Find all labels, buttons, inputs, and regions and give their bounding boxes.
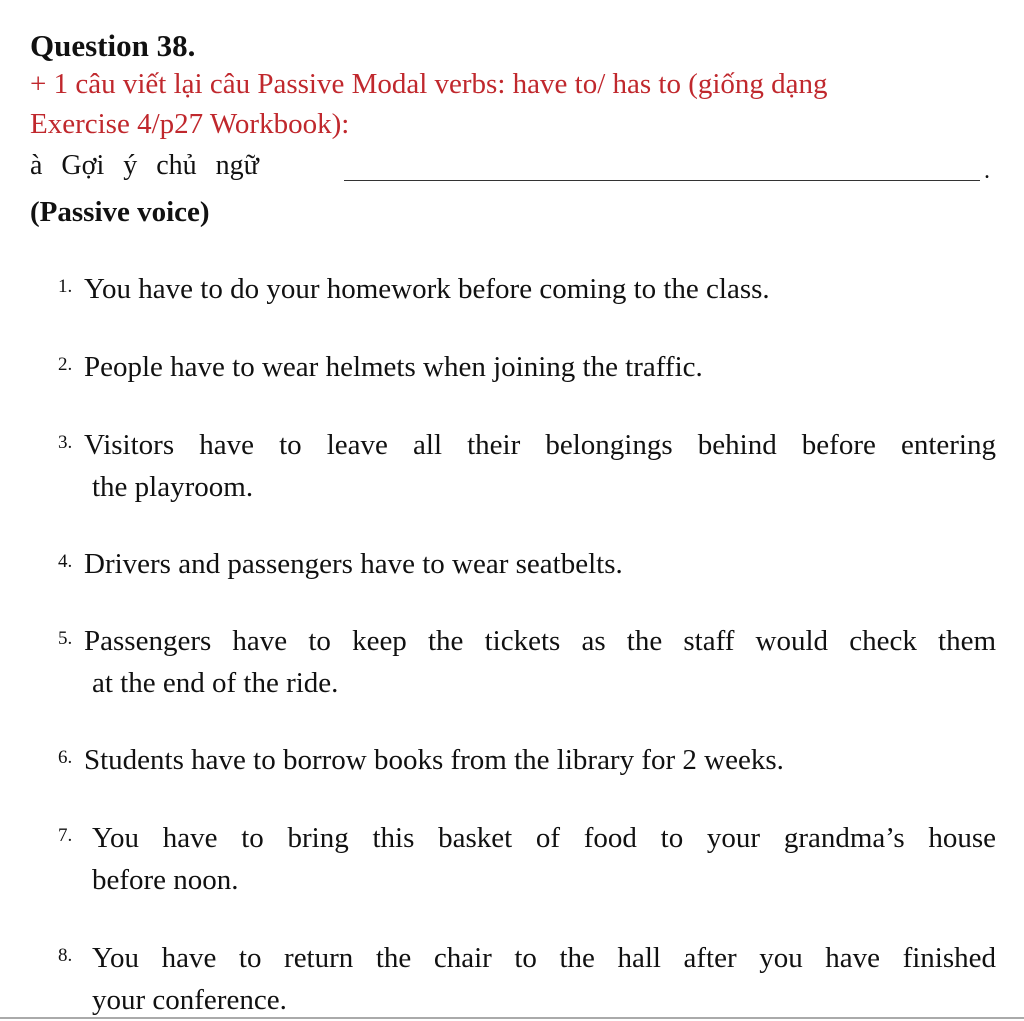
item-number: 8. <box>58 945 73 966</box>
item-text: You have to bring this basket of food to your grandma’s house <box>92 822 996 854</box>
exercise-item-6 <box>58 739 996 781</box>
item-number: 2. <box>58 354 73 375</box>
subject-hint: à Gợi ý chủ ngữ <box>30 150 259 181</box>
exercise-item-5 <box>58 620 996 704</box>
item-text: You have to do your homework before coming to the class. <box>84 273 770 305</box>
item-text: Drivers and passengers have to wear seatbelts. <box>84 548 623 580</box>
exercise-item-2 <box>58 346 996 388</box>
item-text: Passengers have to keep the tickets as the staff would check them <box>84 625 996 657</box>
item-number: 6. <box>58 747 73 768</box>
exercise-item-1 <box>58 268 996 310</box>
item-text-continued: before noon. <box>92 864 239 896</box>
item-text-continued: at the end of the ride. <box>92 667 339 699</box>
item-number: 5. <box>58 628 73 649</box>
page-bottom-rule <box>0 1017 1024 1019</box>
item-number: 1. <box>58 276 73 297</box>
passive-voice-label: (Passive voice) <box>30 196 210 228</box>
item-text-continued: the playroom. <box>92 471 254 503</box>
instruction-line-2: Exercise 4/p27 Workbook): <box>30 108 350 140</box>
item-text: Visitors have to leave all their belongings behind before entering <box>84 429 996 461</box>
answer-blank <box>344 180 980 181</box>
item-number: 4. <box>58 551 73 572</box>
question-title: Question 38. <box>30 28 196 63</box>
item-number: 3. <box>58 432 73 453</box>
exercise-item-3 <box>58 424 996 508</box>
exercise-item-7 <box>58 817 996 901</box>
item-text: People have to wear helmets when joining the traffic. <box>84 351 703 383</box>
item-text: You have to return the chair to the hall after you have finished <box>92 942 996 974</box>
exercise-item-8 <box>58 937 996 1021</box>
exercise-item-4 <box>58 543 996 585</box>
item-text: Students have to borrow books from the library for 2 weeks. <box>84 744 784 776</box>
item-number: 7. <box>58 825 73 846</box>
blank-period: . <box>984 158 990 184</box>
item-text-continued: your conference. <box>92 984 287 1016</box>
instruction-line-1: + 1 câu viết lại câu Passive Modal verbs: have to/ has to (giống dạng <box>30 68 828 100</box>
